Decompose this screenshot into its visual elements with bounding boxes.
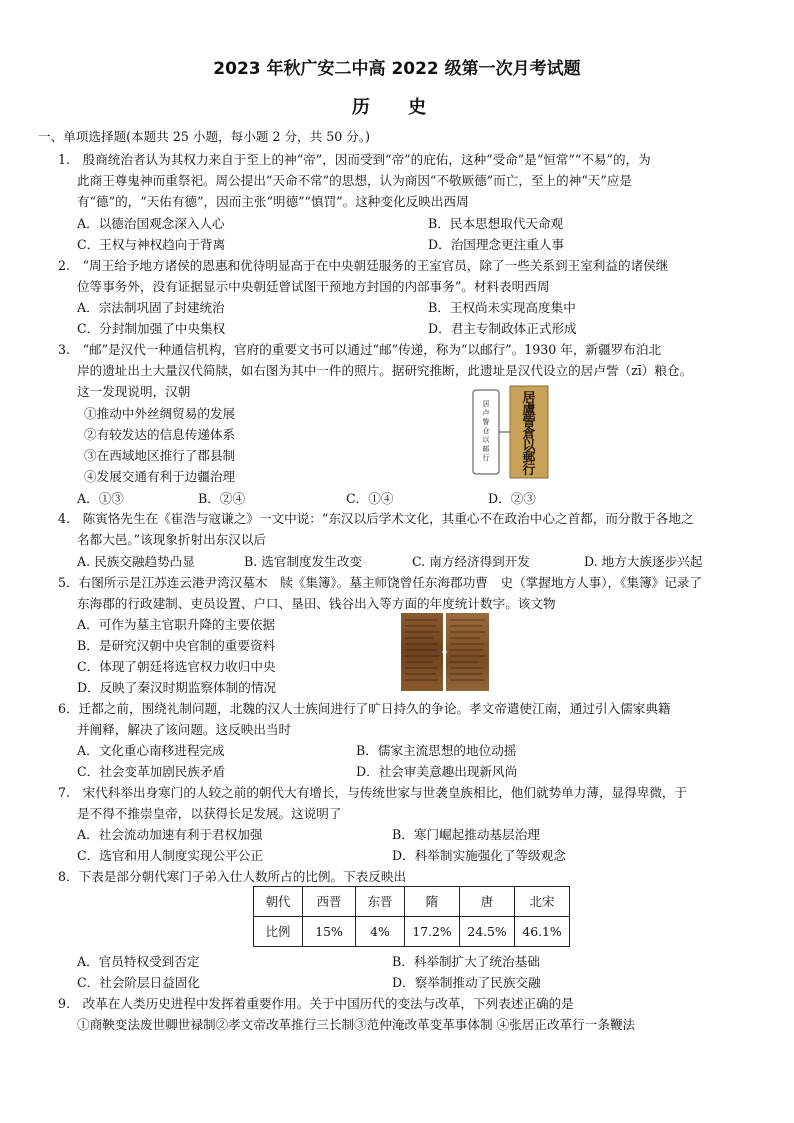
q4-stem-line: 4. 陈寅恪先生在《崔浩与寇谦之》一文中说：“东汉以后学术文化，其重心不在政治中心之首都，而分散于各地之 <box>58 511 694 526</box>
q2-option-a[interactable]: A．宗法制巩固了封建统治 <box>77 300 225 315</box>
q4-option-d[interactable]: D. 地方大族逐步兴起 <box>584 554 703 569</box>
slip-caption: 居卢訾仓以邮行 <box>482 400 490 462</box>
table-row <box>254 887 570 917</box>
q3-statement-3: ③在西域地区推行了郡县制 <box>84 448 236 463</box>
q6-stem-line: 6．迁都之前，围绕礼制问题，北魏的汉人士族间进行了旷日持久的争论。孝文帝遣使江南，通过引入儒家典籍 <box>58 701 671 716</box>
q7-option-b[interactable]: B．寒门崛起推动基层治理 <box>392 827 540 842</box>
q8-option-c[interactable]: C．社会阶层日益固化 <box>77 975 200 990</box>
q4-option-b[interactable]: B. 选官制度发生改变 <box>244 554 363 569</box>
q1-stem-line: 此商王尊鬼神而重祭祀。周公提出“天命不常”的思想，认为商因“不敬厥德”而亡，至上的神“天”应是 <box>77 173 632 188</box>
q1-option-c[interactable]: C．王权与神权趋向于背离 <box>77 237 226 252</box>
q8-stem-line: 8．下表是部分朝代寒门子弟入仕人数所占的比例。下表反映出 <box>58 869 407 884</box>
q4-option-a[interactable]: A. 民族交融趋势凸显 <box>77 554 195 569</box>
q2-option-b[interactable]: B．王权尚未实现高度集中 <box>428 300 576 315</box>
q6-stem-line: 并阐释，解决了该问题。这反映出当时 <box>77 722 292 737</box>
q2-stem-line: 2. “周王给予地方诸侯的恩惠和优待明显高于在中央朝廷服务的王室官员，除了一些关系到王室利益的诸侯继 <box>58 258 669 273</box>
q7-option-a[interactable]: A．社会流动加速有利于君权加强 <box>77 827 263 842</box>
q5-option-a[interactable]: A．可作为墓主官职升降的主要依据 <box>77 617 276 632</box>
q6-option-a[interactable]: A．文化重心南移进程完成 <box>77 743 225 758</box>
table-cell: 北宋 <box>515 887 570 917</box>
q3-option-a[interactable]: A．①③ <box>77 491 124 506</box>
q3-option-c[interactable]: C．①④ <box>346 491 394 506</box>
q6-option-b[interactable]: B．儒家主流思想的地位动摇 <box>356 743 517 758</box>
q4-option-c[interactable]: C. 南方经济得到开发 <box>412 554 530 569</box>
table-cell: 隋 <box>405 887 460 917</box>
q6-option-d[interactable]: D．社会审美意趣出现新风尚 <box>356 764 518 779</box>
q5-option-d[interactable]: D．反映了秦汉时期监察体制的情况 <box>77 680 277 695</box>
q7-stem-line: 是不得不推崇皇帝，以获得长足发展。这说明了 <box>77 806 342 821</box>
q3-bamboo-slip-image <box>470 384 552 480</box>
table-cell: 比例 <box>254 917 303 947</box>
q2-option-c[interactable]: C．分封制加强了中央集权 <box>77 321 226 336</box>
q5-option-b[interactable]: B．是研究汉朝中央官制的重要资料 <box>77 638 276 653</box>
q4-stem-line: 名都大邑。”该现象折射出东汉以后 <box>77 532 267 547</box>
exam-title: 2023 年秋广安二中高 2022 级第一次月考试题 <box>213 59 581 79</box>
q2-option-d[interactable]: D．君主专制政体正式形成 <box>428 321 577 336</box>
q1-option-b[interactable]: B．民本思想取代天命观 <box>428 216 564 231</box>
q8-option-b[interactable]: B．科举制扩大了统治基础 <box>392 954 540 969</box>
q3-statement-1: ①推动中外丝绸贸易的发展 <box>84 406 236 421</box>
q7-stem-line: 7. 宋代科举出身寒门的人较之前的朝代大有增长，与传统世家与世袭皇族相比，他们就势单力薄，显得卑微，于 <box>58 785 688 800</box>
q2-stem-line: 位等事务外，没有证据显示中央朝廷曾试图干预地方封国的内部事务”。材料表明西周 <box>77 279 550 294</box>
q8-option-a[interactable]: A．官员特权受到否定 <box>77 954 200 969</box>
q3-statement-2: ②有较发达的信息传递体系 <box>84 427 236 442</box>
q3-option-d[interactable]: D．②③ <box>488 491 536 506</box>
q6-option-c[interactable]: C．社会变革加剧民族矛盾 <box>77 764 226 779</box>
q1-option-a[interactable]: A．以德治国观念深入人心 <box>77 216 225 231</box>
q3-statement-4: ④发展交通有利于边疆治理 <box>84 469 236 484</box>
q8-option-d[interactable]: D．察举制推动了民族交融 <box>392 975 541 990</box>
q9-stem-line: 9. 改革在人类历史进程中发挥着重要作用。关于中国历代的变法与改革，下列表述正确的是 <box>58 996 574 1011</box>
q1-option-d[interactable]: D．治国理念更注重人事 <box>428 237 565 252</box>
table-cell: 24.5% <box>460 917 515 947</box>
q1-stem-line: 1. 殷商统治者认为其权力来自于至上的神“帝”，因而受到“帝”的庇佑，这种“受命”是“恒常”“不易”的，为 <box>58 152 651 167</box>
q3-stem-line: 这一发现说明，汉朝 <box>77 384 191 399</box>
q3-stem-line: 3. “邮”是汉代一种通信机构，官府的重要文书可以通过“邮”传递，称为“以邮行”。1930 年，新疆罗布泊北 <box>58 342 662 357</box>
table-row <box>254 917 570 947</box>
table-cell: 4% <box>356 917 405 947</box>
q9-statements-line: ①商鞅变法废世卿世禄制②孝文帝改革推行三长制③范仲淹改革变革事体制 ④张居正改革行一条鞭法 <box>77 1017 636 1032</box>
slip-inscription: 居盧訾倉以郵行 <box>522 391 536 478</box>
section-heading: 一、单项选择题(本题共 25 小题，每小题 2 分，共 50 分。) <box>38 129 371 144</box>
q5-option-c[interactable]: C．体现了朝廷将选官权力收归中央 <box>77 659 276 674</box>
table-cell: 东晋 <box>356 887 405 917</box>
q3-stem-line: 岸的遗址出土大量汉代简牍，如右图为其中一件的照片。据研究推断，此遗址是汉代设立的居卢訾（zī）粮仓。 <box>77 363 693 378</box>
table-cell: 46.1% <box>515 917 570 947</box>
table-cell: 15% <box>303 917 356 947</box>
q5-stem-line: 东海郡的行政建制、吏员设置、户口、垦田、钱谷出入等方面的年度统计数字。该文物 <box>77 596 556 611</box>
table-cell: 17.2% <box>405 917 460 947</box>
q3-option-b[interactable]: B．②④ <box>198 491 246 506</box>
q1-stem-line: 有“德”的，“天佑有德”，因而主张“明德”“慎罚”。这种变化反映出西周 <box>77 194 469 209</box>
q5-wooden-tablet-image <box>400 612 490 692</box>
q7-option-d[interactable]: D．科举制实施强化了等级观念 <box>392 848 566 863</box>
table-cell: 唐 <box>460 887 515 917</box>
q5-stem-line: 5．右图所示是江苏连云港尹湾汉墓木 牍《集簿》。墓主师饶曾任东海郡功曹 史（掌握地方人事），《集簿》记录了 <box>58 575 702 590</box>
subject-heading: 历 史 <box>351 97 443 118</box>
table-cell: 西晋 <box>303 887 356 917</box>
table-cell: 朝代 <box>254 887 303 917</box>
q8-statistics-table <box>253 886 570 947</box>
q7-option-c[interactable]: C．选官和用人制度实现公平公正 <box>77 848 263 863</box>
